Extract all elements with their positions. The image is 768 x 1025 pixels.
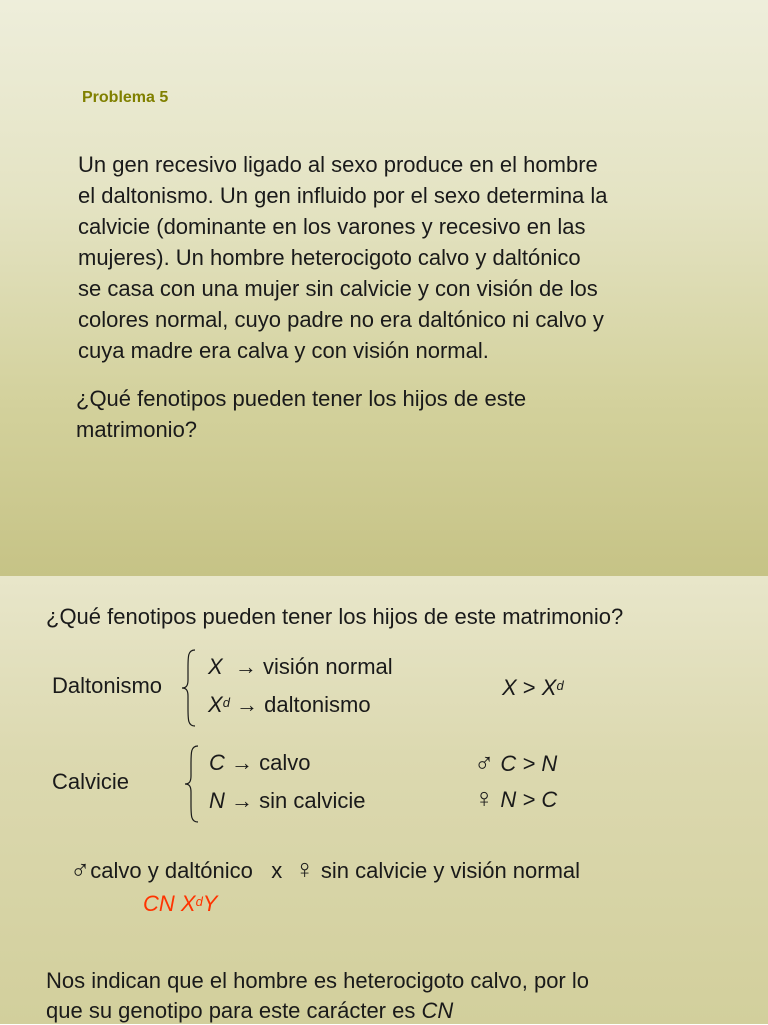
allele-n: N (209, 788, 225, 813)
male-genotype: CN $X^dY$ (143, 891, 218, 916)
arrow-icon: → (236, 692, 259, 717)
calvicie-line-2 (209, 787, 366, 815)
calvicie-line-1 (209, 749, 311, 777)
daltonismo-brace (180, 648, 200, 728)
problem-statement: Un gen recesivo ligado al sexo produce en el hombre el daltonismo. Un gen influido por el sexo determina la calvicie (dominante en los varones y recesivo en las mujeres). Un hombre heterocigoto calvo y daltónico se casa con una mujer sin calvicie y con visión de los colores normal, cuyo padre no era daltónico ni calvo y cuya madre era calva y con visión normal. (78, 152, 608, 363)
male-phenotype: calvo y daltónico (90, 858, 253, 883)
conclusion-line-2: que su genotipo para este carácter es CN (46, 998, 454, 1023)
vision-normal-text: visión normal (263, 654, 393, 679)
cross-line (70, 855, 580, 885)
male-icon: ♂ (70, 854, 91, 884)
female-icon: ♀ (474, 783, 495, 813)
question-heading: ¿Qué fenotipos pueden tener los hijos de este matrimonio? (46, 604, 624, 629)
male-icon: ♂ (474, 747, 495, 777)
daltonismo-label: Daltonismo (52, 673, 163, 698)
arrow-icon: → (234, 654, 257, 679)
cross-x: x (271, 858, 283, 883)
female-phenotype: sin calvicie y visión normal (320, 858, 581, 883)
problem-question: ¿Qué fenotipos pueden tener los hijos de este matrimonio? (76, 386, 527, 442)
daltonismo-line-1 (208, 653, 393, 681)
female-dominance: ♀ N > C (474, 783, 558, 813)
slide-2 (0, 576, 768, 1024)
allele-xd: $X^d$ (208, 692, 230, 717)
sin-calvicie-text: sin calvicie (259, 788, 366, 813)
allele-c: C (209, 750, 225, 775)
conclusion-line-1: Nos indican que el hombre es heterocigoto calvo, por lo (46, 968, 589, 993)
calvo-text: calvo (259, 750, 311, 775)
calvicie-brace (183, 744, 203, 824)
arrow-icon: → (231, 788, 254, 813)
female-icon: ♀ (294, 854, 315, 884)
calvicie-label: Calvicie (52, 769, 130, 794)
daltonismo-line-2 (208, 691, 371, 719)
allele-x: X (208, 654, 223, 679)
problem-title: Problema 5 (82, 89, 169, 106)
daltonismo-text: daltonismo (264, 692, 371, 717)
daltonismo-dominance: $X > X^d$ (502, 675, 564, 700)
arrow-icon: → (231, 750, 254, 775)
male-dominance: ♂ C > N (474, 747, 558, 777)
